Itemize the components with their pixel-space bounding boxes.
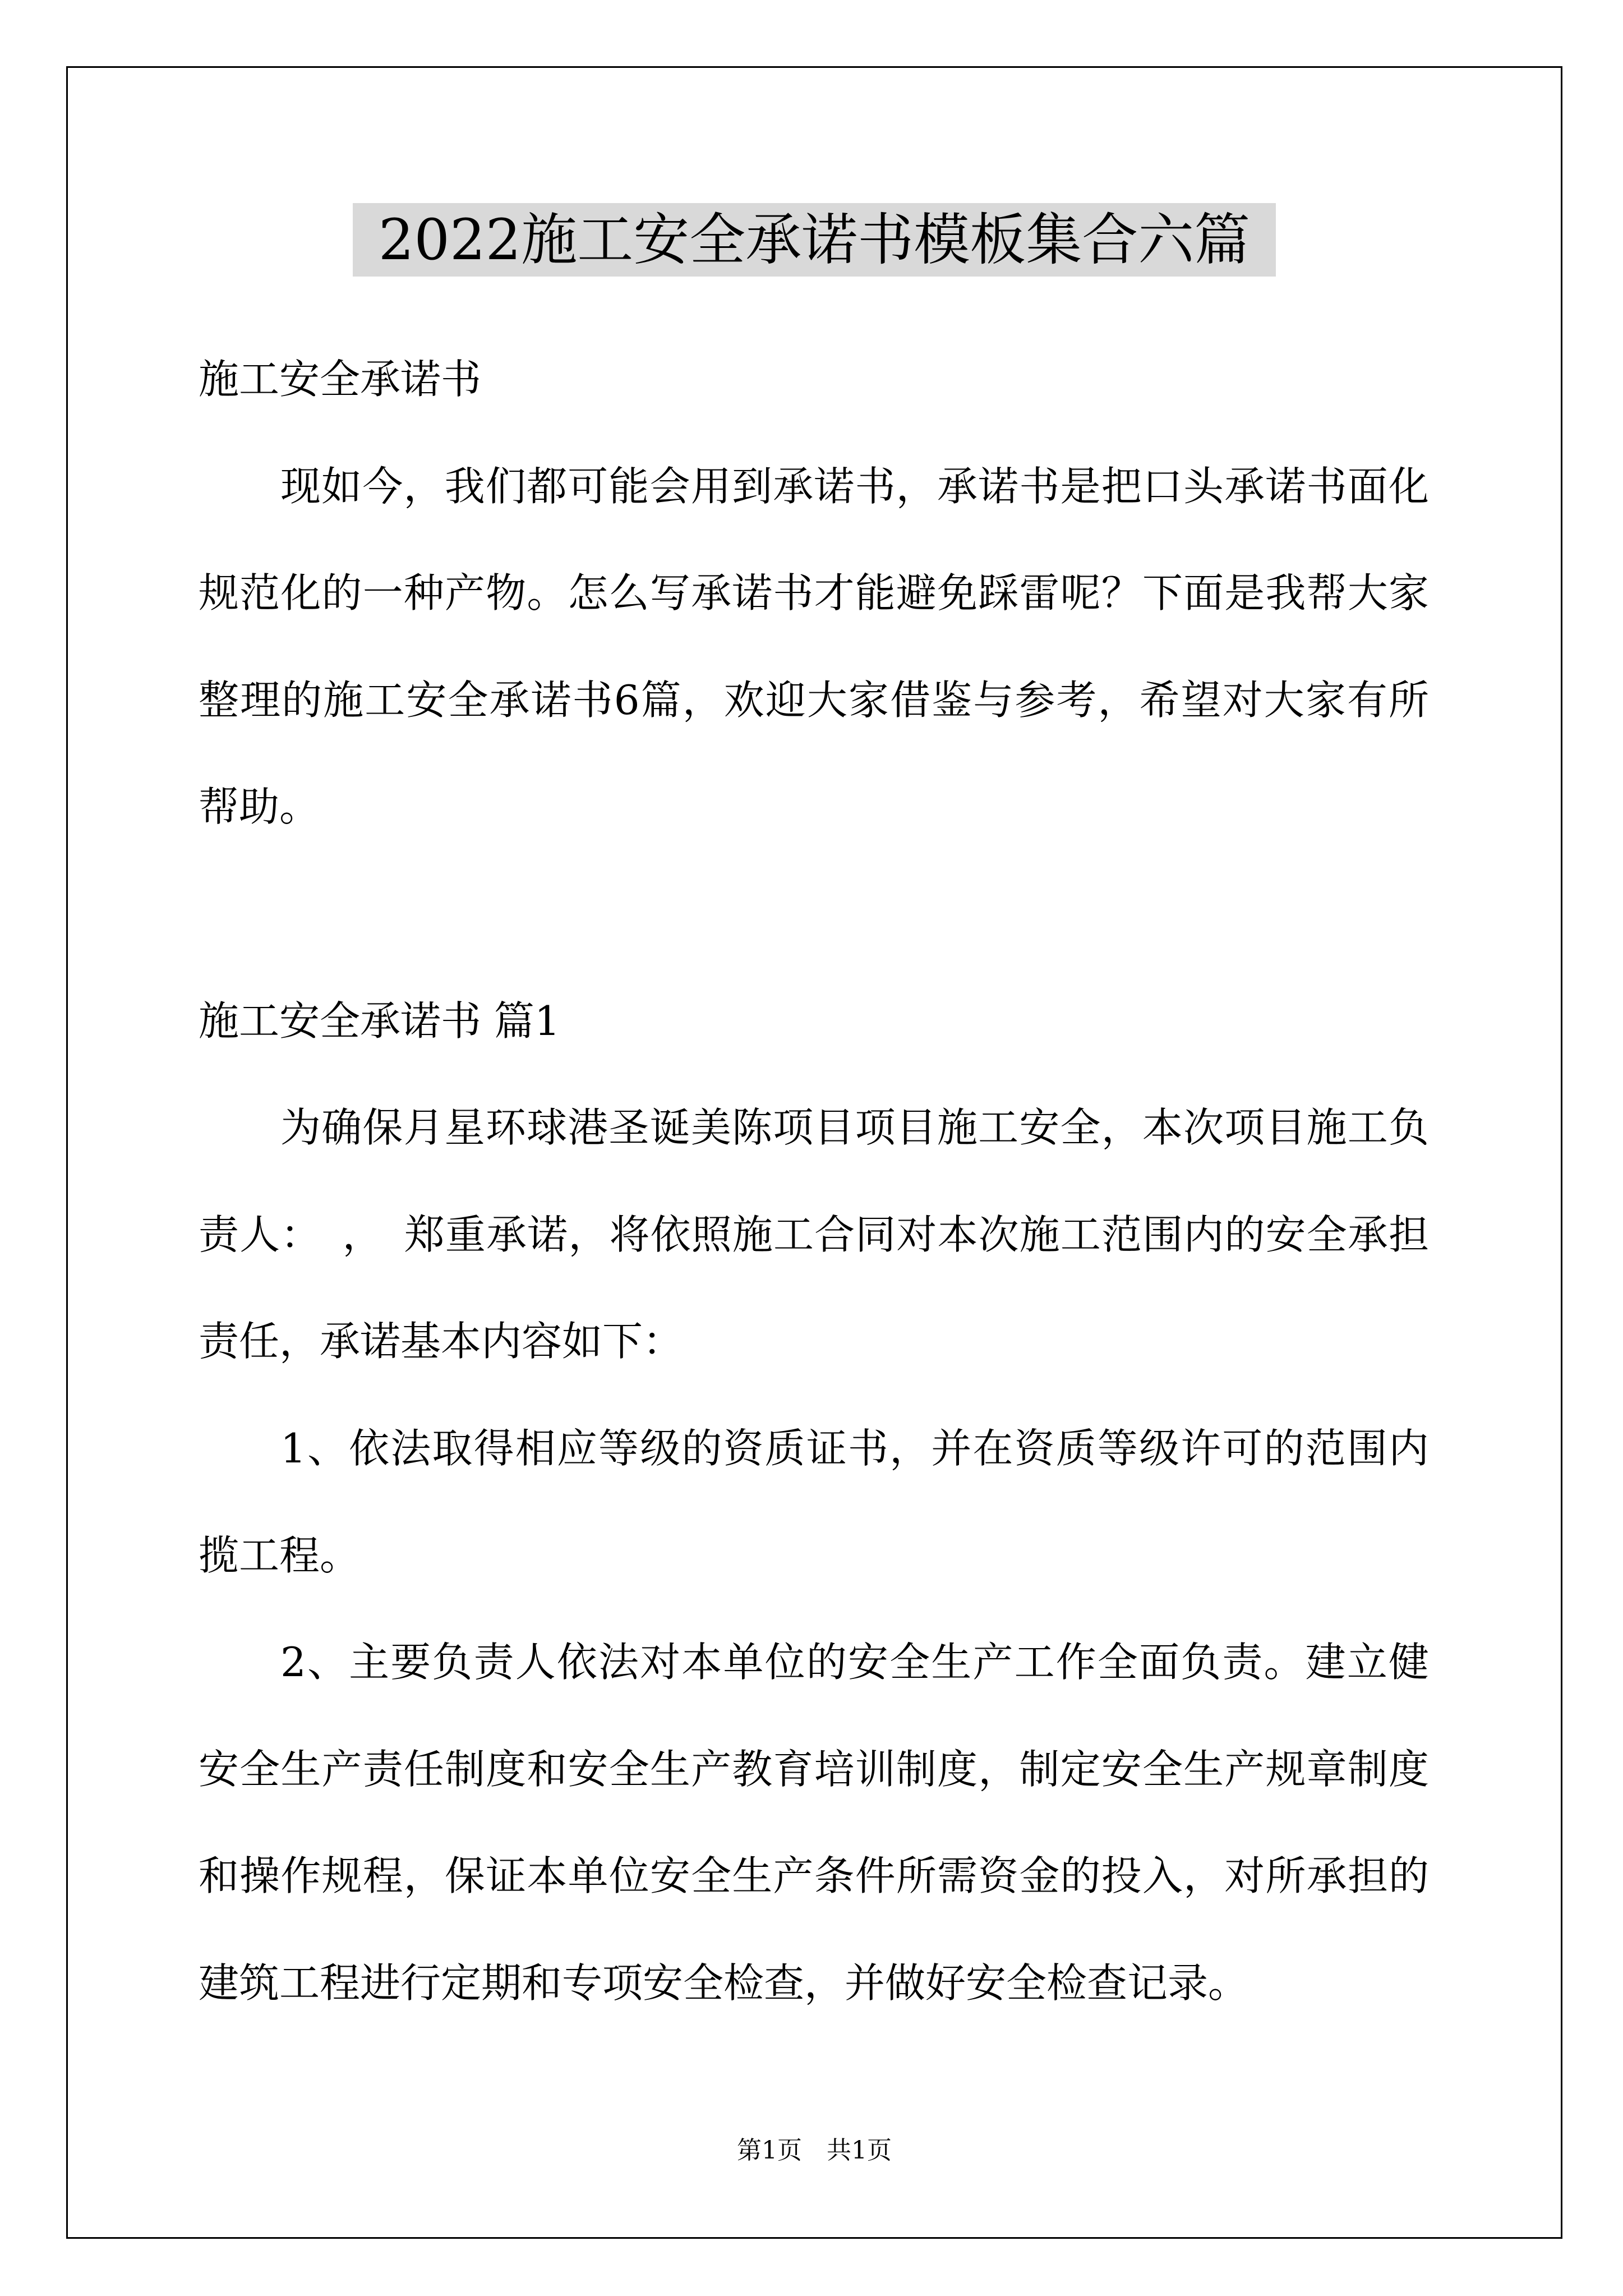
paragraph-line: 责人： ， 郑重承诺，将依照施工合同对本次施工范围内的安全承担 xyxy=(199,1211,1429,1258)
paragraph-line: 责任，承诺基本内容如下： xyxy=(199,1318,684,1365)
paragraph-line: 1、依法取得相应等级的资质证书，并在资质等级许可的范围内 xyxy=(280,1424,1429,1472)
paragraph-line: 整理的施工安全承诺书6篇，欢迎大家借鉴与参考，希望对大家有所 xyxy=(199,676,1429,724)
paragraph-line: 和操作规程，保证本单位安全生产条件所需资金的投入，对所承担的 xyxy=(199,1852,1429,1900)
paragraph-line: 帮助。 xyxy=(199,783,320,831)
clause-paragraph xyxy=(199,1074,1429,1395)
paragraph-line: 揽工程。 xyxy=(199,1531,361,1579)
paragraph-line: 规范化的一种产物。怎么写承诺书才能避免踩雷呢？下面是我帮大家 xyxy=(199,569,1429,617)
paragraph-line: 建筑工程进行定期和专项安全检查，并做好安全检查记录。 xyxy=(199,1959,1249,2007)
blank-line xyxy=(199,861,1429,968)
section-heading: 施工安全承诺书 篇1 xyxy=(199,997,560,1045)
page-number-footer: 第1页 共1页 xyxy=(737,2136,892,2165)
clause-paragraph xyxy=(199,1395,1429,1609)
paragraph-line: 现如今，我们都可能会用到承诺书，承诺书是把口头承诺书面化 xyxy=(280,462,1429,510)
document-title: 2022施工安全承诺书模板集合六篇 xyxy=(353,203,1276,277)
intro-heading: 施工安全承诺书 xyxy=(199,356,482,403)
clause-paragraph xyxy=(199,1609,1429,2036)
paragraph-line: 为确保月星环球港圣诞美陈项目项目施工安全，本次项目施工负 xyxy=(280,1104,1429,1152)
paragraph-line: 安全生产责任制度和安全生产教育培训制度，制定安全生产规章制度 xyxy=(199,1745,1429,1793)
intro-paragraph xyxy=(199,433,1429,861)
document-body xyxy=(199,326,1429,2037)
paragraph-line: 2、主要负责人依法对本单位的安全生产工作全面负责。建立健 xyxy=(280,1639,1429,1686)
